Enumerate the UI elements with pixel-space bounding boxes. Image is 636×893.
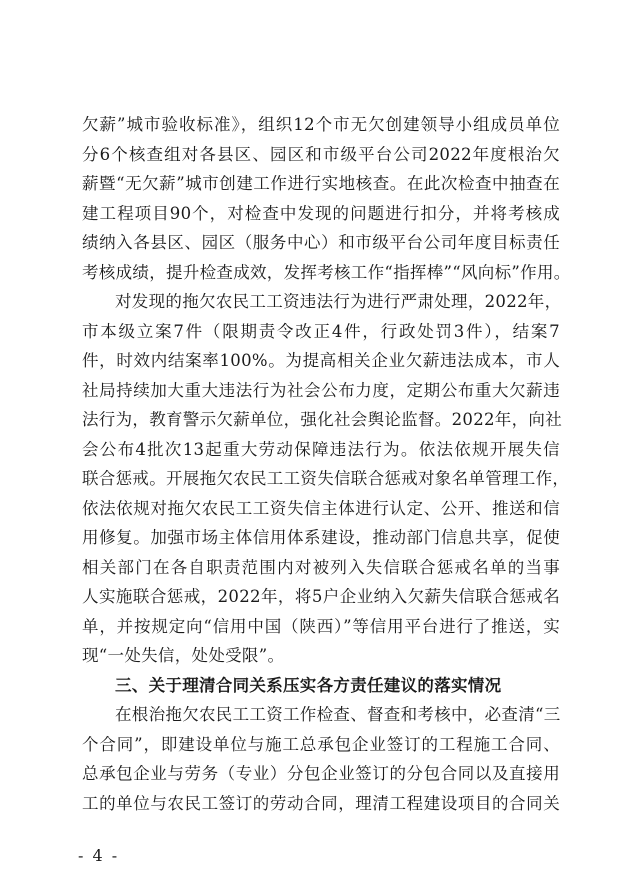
text-line: 依法依规对拖欠农民工工资失信主体进行认定、公开、推送和信 bbox=[82, 499, 560, 518]
text-line: 绩纳入各县区、园区（服务中心）和市级平台公司年度目标责任 bbox=[82, 233, 560, 252]
text-line: 个合同”，即建设单位与施工总承包企业签订的工程施工合同、 bbox=[82, 735, 560, 754]
text-line: 考核成绩，提升检查成效，发挥考核工作“指挥棒”“风向标”作用。 bbox=[82, 263, 571, 282]
section-heading: 三、关于理清合同关系压实各方责任建议的落实情况 bbox=[115, 676, 502, 695]
text-line: 总承包企业与劳务（专业）分包企业签订的分包合同以及直接用 bbox=[82, 764, 560, 783]
text-line: 分6个核查组对各县区、园区和市级平台公司2022年度根治欠 bbox=[82, 145, 560, 164]
text-line: 现“一处失信，处处受限”。 bbox=[82, 646, 285, 665]
paragraph-first-line: 在根治拖欠农民工工资工作检查、督查和考核中，必查清“三 bbox=[115, 705, 561, 724]
text-line: 工的单位与农民工签订的劳动合同，理清工程建设项目的合同关 bbox=[82, 794, 560, 813]
text-line: 联合惩戒。开展拖欠农民工工资失信联合惩戒对象名单管理工作， bbox=[82, 469, 570, 488]
text-line: 市本级立案7件（限期责令改正4件，行政处罚3件），结案7 bbox=[82, 322, 560, 341]
text-line: 会公布4批次13起重大劳动保障违法行为。依法依规开展失信 bbox=[82, 440, 560, 459]
text-line: 用修复。加强市场主体信用体系建设，推动部门信息共享，促使 bbox=[82, 528, 560, 547]
text-line: 人实施联合惩戒，2022年，将5户企业纳入欠薪失信联合惩戒名 bbox=[82, 587, 560, 606]
text-line: 单，并按规定向“信用中国（陕西）”等信用平台进行了推送，实 bbox=[82, 617, 560, 636]
text-line: 法行为，教育警示欠薪单位，强化社会舆论监督。2022年，向社 bbox=[82, 410, 562, 429]
page-number: - 4 - bbox=[78, 846, 120, 865]
text-line: 建工程项目90个，对检查中发现的问题进行扣分，并将考核成 bbox=[82, 204, 560, 223]
text-line: 相关部门在各自职责范围内对被列入失信联合惩戒名单的当事 bbox=[82, 558, 560, 577]
text-line: 社局持续加大重大违法行为社会公布力度，定期公布重大欠薪违 bbox=[82, 381, 560, 400]
text-line: 件，时效内结案率100%。为提高相关企业欠薪违法成本，市人 bbox=[82, 351, 560, 370]
paragraph-first-line: 对发现的拖欠农民工工资违法行为进行严肃处理，2022年， bbox=[115, 292, 562, 311]
text-line: 欠薪”城市验收标准》，组织12个市无欠创建领导小组成员单位 bbox=[82, 115, 560, 134]
text-line: 薪暨“无欠薪”城市创建工作进行实地核查。在此次检查中抽查在 bbox=[82, 174, 560, 193]
